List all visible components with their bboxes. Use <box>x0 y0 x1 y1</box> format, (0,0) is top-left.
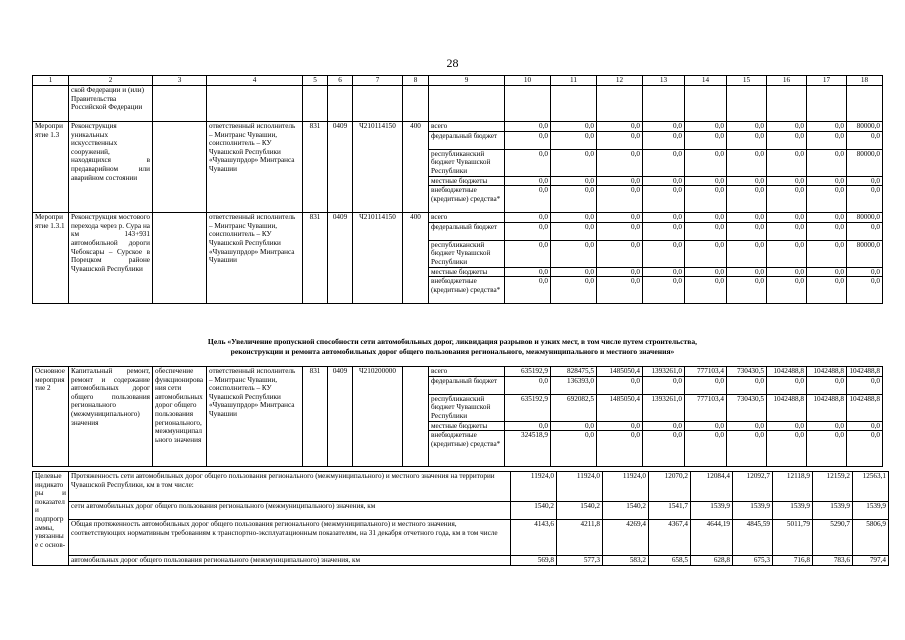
value-cell: 80000,0 <box>847 149 883 176</box>
value-cell: 0,0 <box>767 222 807 240</box>
value-cell: 0,0 <box>685 240 727 267</box>
value-cell: 0,0 <box>807 213 847 223</box>
value-cell: 0,0 <box>685 149 727 176</box>
value-cell: 0,0 <box>727 186 767 213</box>
value-cell: 0,0 <box>597 131 643 149</box>
om2-csr: Ч210200000 <box>353 367 403 467</box>
source-label: всего <box>429 367 505 377</box>
indicator-value: 1539,9 <box>853 502 889 520</box>
indicator-value: 12563,1 <box>853 472 889 502</box>
value-cell: 0,0 <box>597 240 643 267</box>
indicator-value: 569,8 <box>511 556 557 566</box>
value-cell: 635192,9 <box>505 367 551 377</box>
value-cell: 0,0 <box>807 176 847 186</box>
value-cell: 0,0 <box>727 421 767 431</box>
value-cell: 0,0 <box>727 122 767 132</box>
indicator-value: 1541,7 <box>649 502 691 520</box>
value-cell: 80000,0 <box>847 122 883 132</box>
value-cell: 0,0 <box>727 176 767 186</box>
indicators-table <box>32 471 889 566</box>
indicator-row <box>33 502 889 520</box>
indicator-text: сети автомобильных дорог общего пользования регионального (межмуниципального) значения, км <box>69 502 511 520</box>
value-cell: 0,0 <box>847 222 883 240</box>
indicator-row <box>33 520 889 556</box>
value-cell: 0,0 <box>597 122 643 132</box>
header-cell: 6 <box>328 76 353 86</box>
indicator-value: 797,4 <box>853 556 889 566</box>
value-cell: 0,0 <box>767 213 807 223</box>
header-cell: 9 <box>429 76 505 86</box>
value-cell: 0,0 <box>505 149 551 176</box>
value-cell: 0,0 <box>505 122 551 132</box>
value-cell: 0,0 <box>505 186 551 213</box>
value-cell: 1042488,8 <box>807 367 847 377</box>
m13-rzpr: 0409 <box>328 122 353 213</box>
header-cell: 4 <box>207 76 303 86</box>
source-label: республиканский бюджет Чувашской Республики <box>429 394 505 421</box>
value-cell: 0,0 <box>643 122 685 132</box>
value-cell: 692082,5 <box>551 394 597 421</box>
value-cell: 1485050,4 <box>597 394 643 421</box>
source-label: республиканский бюджет Чувашской Республики <box>429 240 505 267</box>
value-cell: 0,0 <box>597 431 643 467</box>
value-cell: 635192,9 <box>505 394 551 421</box>
value-cell: 0,0 <box>847 376 883 394</box>
indicator-value: 4644,19 <box>691 520 733 556</box>
indicator-value: 1540,2 <box>557 502 603 520</box>
indicators-label: Целевые индикаторы и показатели подпрограммы, увязанные с основ- <box>33 472 69 566</box>
indicator-value: 583,2 <box>603 556 649 566</box>
source-label: республиканский бюджет Чувашской Республики <box>429 149 505 176</box>
value-cell: 0,0 <box>505 240 551 267</box>
value-cell: 324518,9 <box>505 431 551 467</box>
m13-row-total <box>33 122 883 132</box>
header-cell: 13 <box>643 76 685 86</box>
m13-executor: ответственный исполнитель – Минтранс Чувашии, соисполнитель – КУ Чувашской Республики «Чувашупрдор» Минтранса Чувашии <box>207 122 303 213</box>
value-cell: 0,0 <box>807 267 847 277</box>
value-cell: 136393,0 <box>551 376 597 394</box>
value-cell: 0,0 <box>597 421 643 431</box>
indicator-value: 4269,4 <box>603 520 649 556</box>
indicator-value: 12092,7 <box>733 472 773 502</box>
value-cell: 0,0 <box>597 277 643 304</box>
value-cell: 0,0 <box>643 267 685 277</box>
indicator-text: Общая протяженность автомобильных дорог общего пользования регионального (межмуниципального) и местного значения, соответствующих нормативным требованиям к транспортно-эксплуатационным показателям, на 31 декабря отчетного года, км в том числе <box>69 520 511 556</box>
value-cell: 0,0 <box>685 186 727 213</box>
continuation-row <box>33 86 883 122</box>
goal-heading-line1: Цель «Увеличение пропускной способности сети автомобильных дорог, ликвидация разрывов и узких мест, в том числе путем строительства, <box>207 337 698 346</box>
indicator-text: автомобильных дорог общего пользования регионального (межмуниципального) значения, км <box>69 556 511 566</box>
value-cell: 0,0 <box>643 277 685 304</box>
m13-grbs: 831 <box>303 122 328 213</box>
value-cell: 0,0 <box>505 376 551 394</box>
indicator-value: 11924,0 <box>511 472 557 502</box>
m13-name: Реконструкция уникальных искусственных сооружений, находящихся в предаварийном или аварийном состоянии <box>69 122 153 213</box>
indicator-value: 12070,2 <box>649 472 691 502</box>
value-cell: 1042488,8 <box>767 367 807 377</box>
value-cell: 0,0 <box>807 376 847 394</box>
value-cell: 0,0 <box>847 421 883 431</box>
value-cell: 0,0 <box>847 277 883 304</box>
om2-vr <box>403 367 429 467</box>
value-cell: 0,0 <box>551 240 597 267</box>
value-cell: 0,0 <box>807 122 847 132</box>
value-cell: 0,0 <box>505 421 551 431</box>
value-cell: 0,0 <box>643 222 685 240</box>
value-cell: 0,0 <box>807 277 847 304</box>
value-cell: 0,0 <box>767 421 807 431</box>
value-cell: 0,0 <box>847 267 883 277</box>
source-label: федеральный бюджет <box>429 376 505 394</box>
m13-code: Мероприятие 1.3 <box>33 122 69 213</box>
value-cell: 80000,0 <box>847 213 883 223</box>
header-cell: 17 <box>807 76 847 86</box>
source-label: федеральный бюджет <box>429 131 505 149</box>
header-cell: 15 <box>727 76 767 86</box>
header-cell: 14 <box>685 76 727 86</box>
header-cell: 11 <box>551 76 597 86</box>
header-cell: 18 <box>847 76 883 86</box>
indicator-value: 11924,0 <box>603 472 649 502</box>
value-cell: 0,0 <box>643 376 685 394</box>
value-cell: 0,0 <box>767 267 807 277</box>
m13-csr: Ч210114150 <box>353 122 403 213</box>
value-cell: 0,0 <box>551 421 597 431</box>
om2-executor: ответственный исполнитель – Минтранс Чувашии, соисполнитель – КУ Чувашской Республики «Чувашупрдор» Минтранса Чувашии <box>207 367 303 467</box>
value-cell: 0,0 <box>551 222 597 240</box>
value-cell: 0,0 <box>727 240 767 267</box>
value-cell: 0,0 <box>685 376 727 394</box>
indicator-value: 628,8 <box>691 556 733 566</box>
value-cell: 0,0 <box>551 176 597 186</box>
indicator-value: 783,6 <box>813 556 853 566</box>
value-cell: 0,0 <box>597 213 643 223</box>
indicator-value: 4211,8 <box>557 520 603 556</box>
source-label: внебюджетные (кредитные) средства* <box>429 431 505 467</box>
header-cell: 8 <box>403 76 429 86</box>
indicator-value: 716,8 <box>773 556 813 566</box>
value-cell: 0,0 <box>767 149 807 176</box>
indicator-value: 5806,9 <box>853 520 889 556</box>
value-cell: 0,0 <box>807 149 847 176</box>
value-cell: 1485050,4 <box>597 367 643 377</box>
value-cell: 0,0 <box>597 149 643 176</box>
value-cell: 0,0 <box>551 149 597 176</box>
value-cell: 0,0 <box>847 176 883 186</box>
value-cell: 0,0 <box>767 376 807 394</box>
value-cell: 0,0 <box>505 267 551 277</box>
indicator-value: 1539,9 <box>773 502 813 520</box>
value-cell: 0,0 <box>685 131 727 149</box>
value-cell: 0,0 <box>685 222 727 240</box>
value-cell: 0,0 <box>767 240 807 267</box>
value-cell: 828475,5 <box>551 367 597 377</box>
m131-grbs: 831 <box>303 213 328 304</box>
value-cell: 0,0 <box>505 222 551 240</box>
indicator-value: 675,3 <box>733 556 773 566</box>
m131-rzpr: 0409 <box>328 213 353 304</box>
om2-code: Основное мероприятие 2 <box>33 367 69 467</box>
value-cell: 0,0 <box>551 431 597 467</box>
header-cell: 12 <box>597 76 643 86</box>
value-cell: 0,0 <box>685 267 727 277</box>
om2-grbs: 831 <box>303 367 328 467</box>
value-cell: 730430,5 <box>727 394 767 421</box>
value-cell: 0,0 <box>685 421 727 431</box>
indicator-value: 4845,59 <box>733 520 773 556</box>
value-cell: 0,0 <box>505 213 551 223</box>
value-cell: 0,0 <box>505 131 551 149</box>
value-cell: 0,0 <box>685 122 727 132</box>
goal-heading-line2: реконструкции и ремонта автомобильных дорог общего пользования регионального, межмуниципального и местного значения» <box>230 347 675 356</box>
value-cell: 0,0 <box>807 131 847 149</box>
value-cell: 0,0 <box>551 186 597 213</box>
value-cell: 0,0 <box>685 213 727 223</box>
value-cell: 0,0 <box>643 149 685 176</box>
indicator-value: 658,5 <box>649 556 691 566</box>
value-cell: 0,0 <box>685 277 727 304</box>
value-cell: 0,0 <box>767 176 807 186</box>
value-cell: 0,0 <box>727 149 767 176</box>
indicator-value: 11924,0 <box>557 472 603 502</box>
value-cell: 0,0 <box>727 131 767 149</box>
value-cell: 0,0 <box>597 186 643 213</box>
value-cell: 1042488,8 <box>767 394 807 421</box>
m131-row-total <box>33 213 883 223</box>
value-cell: 0,0 <box>807 421 847 431</box>
source-label: местные бюджеты <box>429 421 505 431</box>
header-row <box>33 76 883 86</box>
om2-name: Капитальный ремонт, ремонт и содержание автомобильных дорог общего пользования регионального (межмуниципального) значения <box>69 367 153 467</box>
indicator-value: 1540,2 <box>603 502 649 520</box>
value-cell: 0,0 <box>847 431 883 467</box>
indicator-value: 577,3 <box>557 556 603 566</box>
value-cell: 1393261,0 <box>643 367 685 377</box>
indicator-value: 4367,4 <box>649 520 691 556</box>
indicator-row <box>33 472 889 502</box>
value-cell: 0,0 <box>807 240 847 267</box>
value-cell: 0,0 <box>727 267 767 277</box>
header-cell: 7 <box>353 76 403 86</box>
value-cell: 0,0 <box>597 222 643 240</box>
header-cell: 16 <box>767 76 807 86</box>
header-cell: 1 <box>33 76 69 86</box>
m131-code: Мероприятие 1.3.1 <box>33 213 69 304</box>
value-cell: 0,0 <box>847 186 883 213</box>
value-cell: 0,0 <box>643 131 685 149</box>
value-cell: 730430,5 <box>727 367 767 377</box>
value-cell: 80000,0 <box>847 240 883 267</box>
value-cell: 0,0 <box>767 431 807 467</box>
value-cell: 0,0 <box>727 222 767 240</box>
source-label: местные бюджеты <box>429 267 505 277</box>
om2-row-total <box>33 367 883 377</box>
value-cell: 0,0 <box>505 277 551 304</box>
page-number: 28 <box>446 56 459 70</box>
value-cell: 777103,4 <box>685 394 727 421</box>
continuation-text: ской Федерации и (или) Правительства Российской Федерации <box>69 86 153 122</box>
om2-rzpr: 0409 <box>328 367 353 467</box>
value-cell: 0,0 <box>767 186 807 213</box>
value-cell: 0,0 <box>597 376 643 394</box>
value-cell: 0,0 <box>727 277 767 304</box>
header-cell: 3 <box>153 76 207 86</box>
indicator-value: 12118,9 <box>773 472 813 502</box>
value-cell: 0,0 <box>685 176 727 186</box>
value-cell: 0,0 <box>807 431 847 467</box>
source-label: внебюджетные (кредитные) средства* <box>429 277 505 304</box>
value-cell: 0,0 <box>767 122 807 132</box>
value-cell: 0,0 <box>643 421 685 431</box>
indicator-value: 4143,6 <box>511 520 557 556</box>
value-cell: 0,0 <box>597 267 643 277</box>
value-cell: 0,0 <box>643 431 685 467</box>
value-cell: 1042488,8 <box>807 394 847 421</box>
value-cell: 0,0 <box>643 213 685 223</box>
value-cell: 777103,4 <box>685 367 727 377</box>
value-cell: 0,0 <box>643 186 685 213</box>
value-cell: 0,0 <box>551 131 597 149</box>
value-cell: 0,0 <box>767 131 807 149</box>
m131-name: Реконструкция мостового перехода через р. Сура на км 143+931 автомобильной дороги Чебоксары – Сурское в Порецком районе Чувашской Республики <box>69 213 153 304</box>
om2-task: обеспечение функционирования сети автомобильных дорог общего пользования регионального, межмуниципального значения <box>153 367 207 467</box>
source-label: всего <box>429 122 505 132</box>
indicator-value: 5290,7 <box>813 520 853 556</box>
value-cell: 0,0 <box>727 376 767 394</box>
value-cell: 0,0 <box>727 431 767 467</box>
value-cell: 0,0 <box>847 131 883 149</box>
value-cell: 1042488,8 <box>847 394 883 421</box>
value-cell: 0,0 <box>643 240 685 267</box>
value-cell: 0,0 <box>807 222 847 240</box>
indicator-value: 12084,4 <box>691 472 733 502</box>
main-activity-table <box>32 366 883 467</box>
indicator-value: 1539,9 <box>733 502 773 520</box>
m13-vr: 400 <box>403 122 429 213</box>
value-cell: 0,0 <box>551 122 597 132</box>
value-cell: 0,0 <box>551 267 597 277</box>
value-cell: 0,0 <box>551 277 597 304</box>
m131-csr: Ч210114150 <box>353 213 403 304</box>
source-label: всего <box>429 213 505 223</box>
value-cell: 0,0 <box>643 176 685 186</box>
value-cell: 0,0 <box>551 213 597 223</box>
value-cell: 0,0 <box>807 186 847 213</box>
value-cell: 0,0 <box>685 431 727 467</box>
indicator-value: 5011,79 <box>773 520 813 556</box>
source-label: местные бюджеты <box>429 176 505 186</box>
value-cell: 0,0 <box>727 213 767 223</box>
indicator-value: 1540,2 <box>511 502 557 520</box>
indicator-row <box>33 556 889 566</box>
value-cell: 0,0 <box>767 277 807 304</box>
indicator-value: 1539,9 <box>691 502 733 520</box>
source-label: федеральный бюджет <box>429 222 505 240</box>
header-cell: 2 <box>69 76 153 86</box>
indicator-value: 1539,9 <box>813 502 853 520</box>
indicator-value: 12159,2 <box>813 472 853 502</box>
value-cell: 0,0 <box>597 176 643 186</box>
program-table <box>32 75 883 304</box>
value-cell: 1393261,0 <box>643 394 685 421</box>
indicator-text: Протяженность сети автомобильных дорог общего пользования регионального (межмуниципального) и местного значения на территории Чувашской Республики, км в том числе: <box>69 472 511 502</box>
value-cell: 1042488,8 <box>847 367 883 377</box>
value-cell: 0,0 <box>505 176 551 186</box>
m131-vr: 400 <box>403 213 429 304</box>
header-cell: 5 <box>303 76 328 86</box>
header-cell: 10 <box>505 76 551 86</box>
source-label: внебюджетные (кредитные) средства* <box>429 186 505 213</box>
m131-executor: ответственный исполнитель – Минтранс Чувашии, соисполнитель – КУ Чувашской Республики «Чувашупрдор» Минтранса Чувашии <box>207 213 303 304</box>
